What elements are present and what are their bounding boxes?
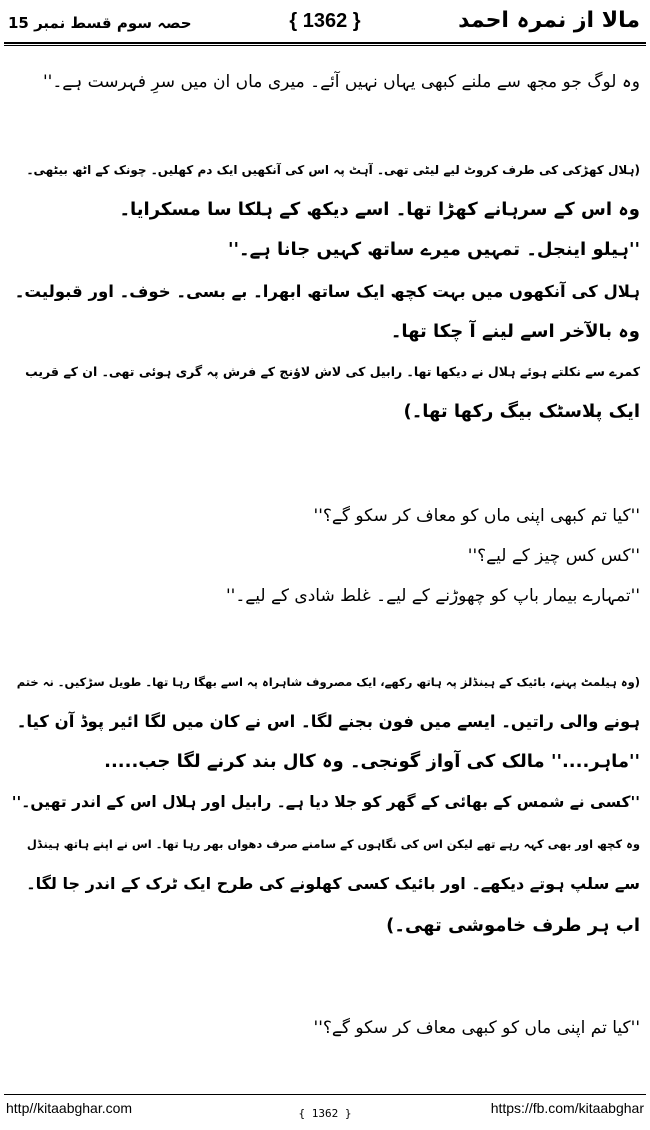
footer-site-link[interactable]: http//kitaabghar.com	[6, 1100, 133, 1116]
text-line-16: وہ کچھ اور بھی کہہ رہے تھے لیکن اس کی نگاہوں کے سامنے صرف دھواں بھر رہا تھا۔ اس نے اپنے ہاتھ ہینڈل	[26, 837, 640, 851]
text-line-8: ایک پلاسٹک بیگ رکھا تھا۔)	[403, 401, 640, 422]
footer-rule	[4, 1094, 646, 1095]
text-line-11: ''تمہارے بیمار باپ کو چھوڑنے کے لیے۔ غلط شادی کے لیے۔''	[225, 586, 640, 606]
text-line-1: وہ لوگ جو مجھ سے ملنے کبھی یہاں نہیں آئے۔ میری ماں ان میں سرِ فہرست ہے۔''	[42, 72, 640, 92]
text-line-2: (ہلال کھڑکی کی طرف کروٹ لیے لیٹی تھی۔ آہٹ پہ اس کی آنکھیں ایک دم کھلیں۔ چونک کے اٹھ بیٹھی۔	[26, 163, 640, 177]
text-line-14: ''ماہر....'' مالک کی آواز گونجی۔ وہ کال بند کرنے لگا جب.....	[104, 751, 640, 772]
text-line-4: ''ہیلو اینجل۔ تمہیں میرے ساتھ کہیں جانا ہے۔''	[228, 239, 640, 260]
text-line-19: ''کیا تم اپنی ماں کو کبھی معاف کر سکو گے؟''	[313, 1018, 640, 1038]
footer-page-number: { 1362 }	[298, 1107, 352, 1120]
text-line-13: ہونے والی راتیں۔ ایسے میں فون بجنے لگا۔ اس نے کان میں لگا ائیر پوڈ آن کیا۔	[16, 712, 640, 731]
page-footer	[0, 1088, 650, 1130]
text-line-12: (وہ ہیلمٹ پہنے، بائیک کے ہینڈلز پہ ہاتھ رکھے، ایک مصروف شاہراہ پہ اسے بھگا رہا تھا۔ طویل سڑکیں۔ نہ ختم	[16, 675, 640, 689]
book-title: مالا از نمرہ احمد	[458, 8, 640, 33]
header-rule-thin	[4, 45, 646, 46]
text-line-10: ''کس کس چیز کے لیے؟''	[467, 546, 640, 566]
header-rule	[4, 42, 646, 44]
part-label: حصہ سوم قسط نمبر 15	[8, 14, 192, 32]
text-line-6: وہ بالآخر اسے لینے آ چکا تھا۔	[390, 321, 640, 342]
text-line-3: وہ اس کے سرہانے کھڑا تھا۔ اسے دیکھ کے ہلکا سا مسکرایا۔	[119, 199, 640, 220]
page-header	[0, 0, 650, 44]
text-line-18: اب ہر طرف خاموشی تھی۔)	[386, 915, 640, 936]
header-page-number: { 1362 }	[289, 10, 361, 32]
text-line-15: ''کسی نے شمس کے بھائی کے گھر کو جلا دیا ہے۔ رابیل اور ہلال اس کے اندر تھیں۔''	[11, 793, 640, 811]
text-line-5: ہلال کی آنکھوں میں بہت کچھ ایک ساتھ ابھرا۔ بے بسی۔ خوف۔ اور قبولیت۔	[14, 282, 640, 301]
text-line-7: کمرے سے نکلتے ہوئے ہلال نے دیکھا تھا۔ رابیل کی لاش لاؤنج کے فرش پہ گری ہوئی تھی۔ ان کے قریب	[25, 364, 640, 379]
text-line-9: ''کیا تم کبھی اپنی ماں کو معاف کر سکو گے؟''	[313, 506, 640, 526]
text-line-17: سے سلپ ہوتے دیکھے۔ اور بائیک کسی کھلونے کی طرح ایک ٹرک کے اندر جا لگا۔	[26, 874, 640, 893]
footer-facebook-link[interactable]: https://fb.com/kitaabghar	[490, 1100, 644, 1116]
